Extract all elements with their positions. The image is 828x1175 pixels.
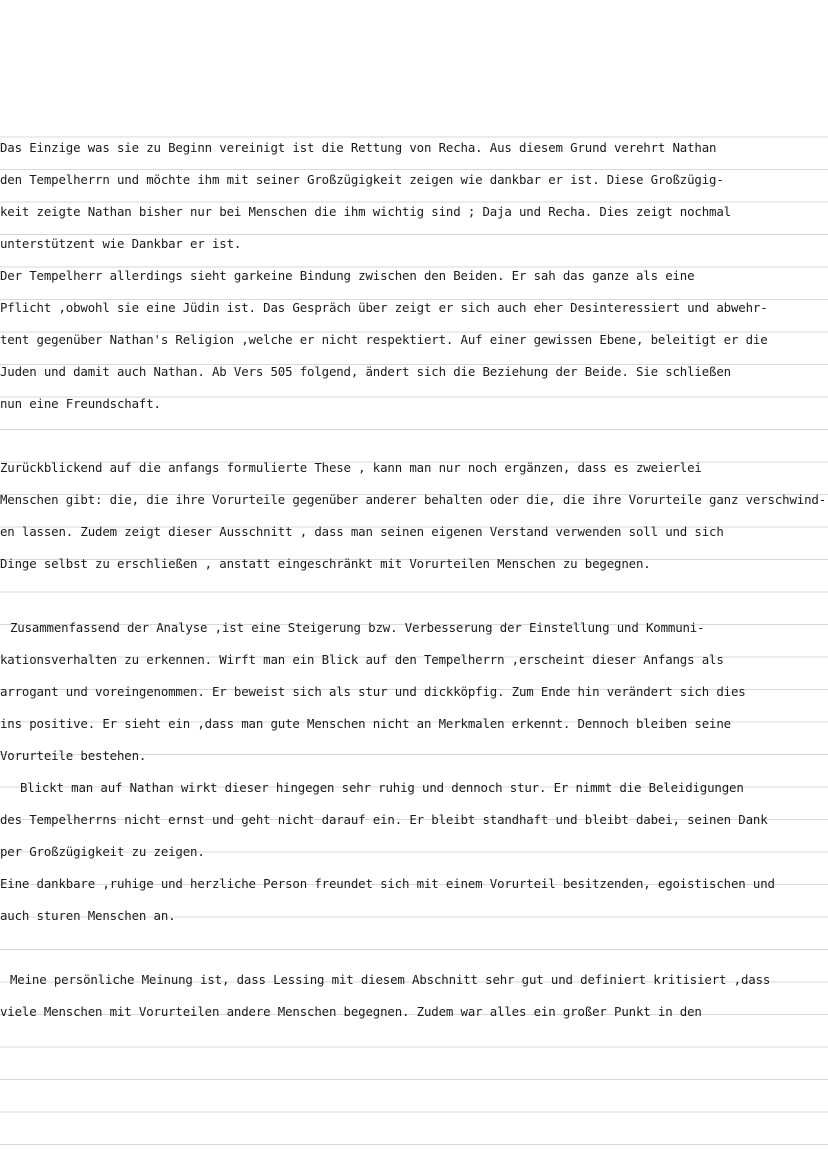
text-line: keit zeigte Nathan bisher nur bei Menschen die ihm wichtig sind ; Daja und Recha. Dies zeigt nochmal	[0, 204, 731, 219]
text-line: Meine persönliche Meinung ist, dass Lessing mit diesem Abschnitt sehr gut und definiert kritisiert ,dass	[10, 972, 771, 987]
text-line: auch sturen Menschen an.	[0, 908, 176, 923]
text-line: Zurückblickend auf die anfangs formulierte These , kann man nur noch ergänzen, dass es zweierlei	[0, 460, 702, 475]
text-line: den Tempelherrn und möchte ihm mit seiner Großzügigkeit zeigen wie dankbar er ist. Diese Großzügig-	[0, 172, 724, 187]
text-line: Blickt man auf Nathan wirkt dieser hingegen sehr ruhig und dennoch stur. Er nimmt die Beleidigungen	[20, 780, 744, 795]
text-line: Zusammenfassend der Analyse ,ist eine Steigerung bzw. Verbesserung der Einstellung und Kommuni-	[10, 620, 705, 635]
text-line: arrogant und voreingenommen. Er beweist sich als stur und dickköpfig. Zum Ende hin verändert sich dies	[0, 684, 746, 699]
blank-line	[0, 580, 828, 612]
text-line: Eine dankbare ,ruhige und herzliche Person freundet sich mit einem Vorurteil besitzenden, egoistischen und	[0, 876, 775, 891]
text-line: per Großzügigkeit zu zeigen.	[0, 844, 205, 859]
text-line: des Tempelherrns nicht ernst und geht nicht darauf ein. Er bleibt standhaft und bleibt dabei, seinen Dank	[0, 812, 768, 827]
text-line: tent gegenüber Nathan's Religion ,welche er nicht respektiert. Auf einer gewissen Ebene, beleitigt er die	[0, 332, 768, 347]
text-line: Dinge selbst zu erschließen , anstatt eingeschränkt mit Vorurteilen Menschen zu begegnen.	[0, 556, 651, 571]
text-line: Vorurteile bestehen.	[0, 748, 147, 763]
text-line: Der Tempelherr allerdings sieht garkeine Bindung zwischen den Beiden. Er sah das ganze als eine	[0, 268, 695, 283]
text-line: Menschen gibt: die, die ihre Vorurteile gegenüber anderer behalten oder die, die ihre Vorurteile ganz verschwind-	[0, 492, 827, 507]
text-line: unterstützent wie Dankbar er ist.	[0, 236, 242, 251]
text-line: Pflicht ,obwohl sie eine Jüdin ist. Das Gespräch über zeigt er sich auch eher Desinteressiert und abwehr-	[0, 300, 768, 315]
blank-line	[0, 932, 828, 964]
text-line: Das Einzige was sie zu Beginn vereinigt ist die Rettung von Recha. Aus diesem Grund verehrt Nathan	[0, 140, 717, 155]
text-line: ins positive. Er sieht ein ,dass man gute Menschen nicht an Merkmalen erkennt. Dennoch bleiben seine	[0, 716, 731, 731]
text-line: kationsverhalten zu erkennen. Wirft man ein Blick auf den Tempelherrn ,erscheint dieser Anfangs als	[0, 652, 724, 667]
text-line: viele Menschen mit Vorurteilen andere Menschen begegnen. Zudem war alles ein großer Punkt in den	[0, 1004, 702, 1019]
blank-line	[0, 420, 828, 452]
text-line: Juden und damit auch Nathan. Ab Vers 505 folgend, ändert sich die Beziehung der Beide. Sie schließen	[0, 364, 731, 379]
text-line: nun eine Freundschaft.	[0, 396, 161, 411]
text-line: en lassen. Zudem zeigt dieser Ausschnitt , dass man seinen eigenen Verstand verwenden soll und sich	[0, 524, 724, 539]
